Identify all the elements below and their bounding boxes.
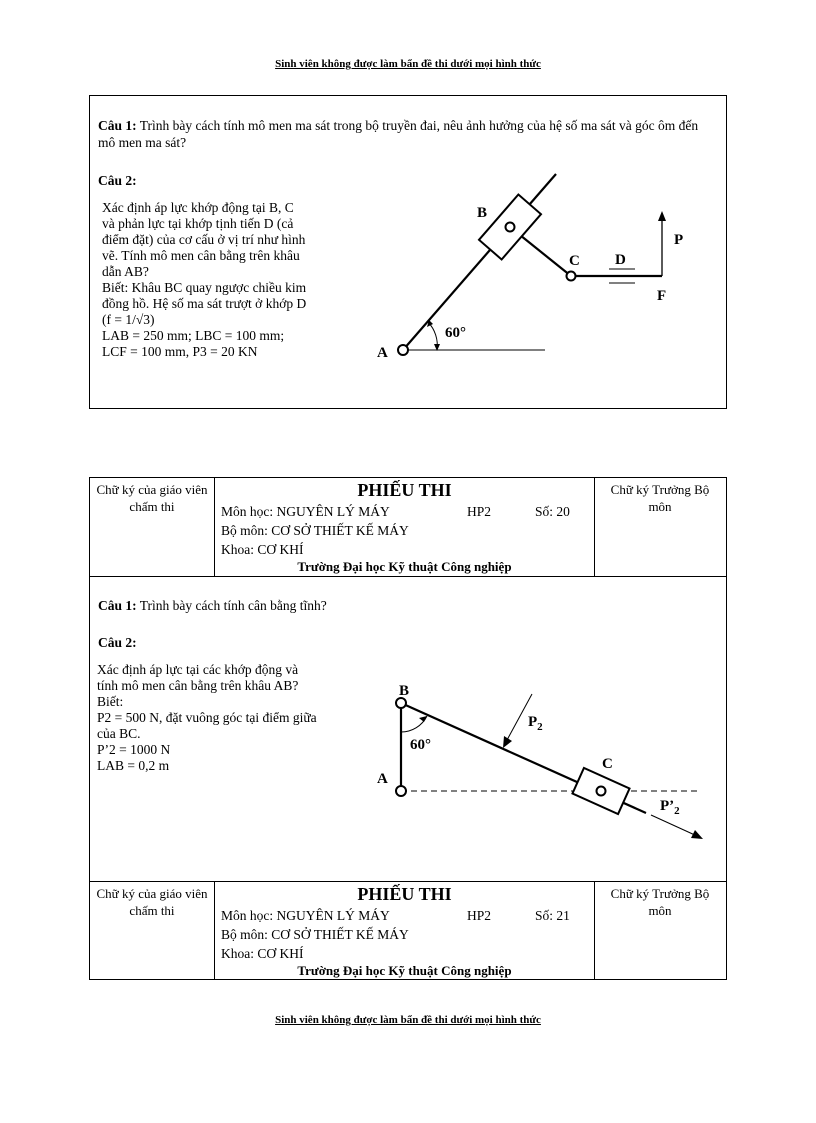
slip1-school: Trường Đại học Kỹ thuật Công nghiệp	[297, 559, 512, 574]
slip1-number: Số: 20	[535, 504, 570, 519]
divider	[89, 576, 727, 577]
label-angle: 60°	[445, 325, 466, 341]
exam2-question-1: Câu 1: Trình bày cách tính cân bằng tĩnh?	[98, 598, 327, 613]
slip2-number: Số: 21	[535, 908, 570, 923]
label-angle: 60°	[410, 737, 431, 753]
slip2-department: Bộ môn: CƠ SỞ THIẾT KẾ MÁY	[221, 927, 409, 942]
slip2-hp: HP2	[467, 908, 492, 923]
label-P2: $P_2$	[528, 714, 543, 733]
label-B: B	[399, 683, 410, 699]
slip1-head-signature: Chữ ký Trưởng Bộ môn	[610, 482, 710, 514]
exam1-mechanism-figure	[360, 165, 700, 365]
slip1-department: Bộ môn: CƠ SỞ THIẾT KẾ MÁY	[221, 523, 409, 538]
label-D: D	[615, 252, 626, 268]
slip1-faculty: Khoa: CƠ KHÍ	[221, 542, 304, 557]
divider	[594, 881, 595, 980]
label-C: C	[569, 253, 580, 269]
bottom-notice: Sinh viên không được làm bẩn đề thi dưới mọi hình thức	[275, 1014, 541, 1026]
exam2-mechanism-figure	[360, 670, 710, 845]
exam1-question-2-text: Xác định áp lực khớp động tại B, C và phản lực tại khớp tịnh tiến D (cả điểm đặt) của cơ cấu ở vị trí như hình vẽ. Tính mô men cân bằng trên khâu dẫn AB? Biết: Khâu BC quay ngược chiều kim đồng hồ. Hệ số ma sát trượt ở khớp D (f = 1/√3) LAB = 250 mm; LBC = 100 mm; LCF = 100 mm, P3 = 20 KN	[102, 200, 307, 359]
exam2-question-2-text: Xác định áp lực tại các khớp động và tính mô men cân bằng trên khâu AB? Biết: P2 = 500 N, đặt vuông góc tại điểm giữa của BC. P’2 = 1000 N LAB = 0,2 m	[97, 662, 317, 773]
label-P: P	[674, 232, 684, 248]
top-notice: Sinh viên không được làm bẩn đề thi dưới mọi hình thức	[275, 58, 541, 70]
divider	[594, 477, 595, 577]
label-P-prime-2: $P’_2$	[660, 798, 680, 817]
slip1-subject: Môn học: NGUYÊN LÝ MÁY	[221, 504, 390, 519]
divider	[89, 881, 727, 882]
slip2-faculty: Khoa: CƠ KHÍ	[221, 946, 304, 961]
slip1-grader-signature: Chữ ký của giáo viên chấm thi	[96, 482, 208, 514]
slip2-head-signature: Chữ ký Trưởng Bộ môn	[610, 886, 710, 918]
exam1-question-2-label: Câu 2:	[98, 173, 137, 188]
slip2-school: Trường Đại học Kỹ thuật Công nghiệp	[297, 963, 512, 978]
label-B: B	[477, 205, 488, 221]
label-A: A	[377, 771, 388, 787]
label-F: F	[657, 288, 667, 304]
exam1-question-1: Câu 1: Trình bày cách tính mô men ma sát trong bộ truyền đai, nêu ảnh hưởng của hệ số ma sát và góc ôm đến mô men ma sát?	[98, 118, 699, 150]
exam2-question-2-label: Câu 2:	[98, 635, 137, 650]
slip1-title: PHIẾU THI	[357, 480, 452, 500]
slip2-subject: Môn học: NGUYÊN LÝ MÁY	[221, 908, 390, 923]
label-A: A	[377, 345, 388, 361]
slip1-hp: HP2	[467, 504, 492, 519]
slip2-grader-signature: Chữ ký của giáo viên chấm thi	[96, 886, 208, 918]
label-C: C	[602, 756, 613, 772]
slip2-title: PHIẾU THI	[357, 884, 452, 904]
